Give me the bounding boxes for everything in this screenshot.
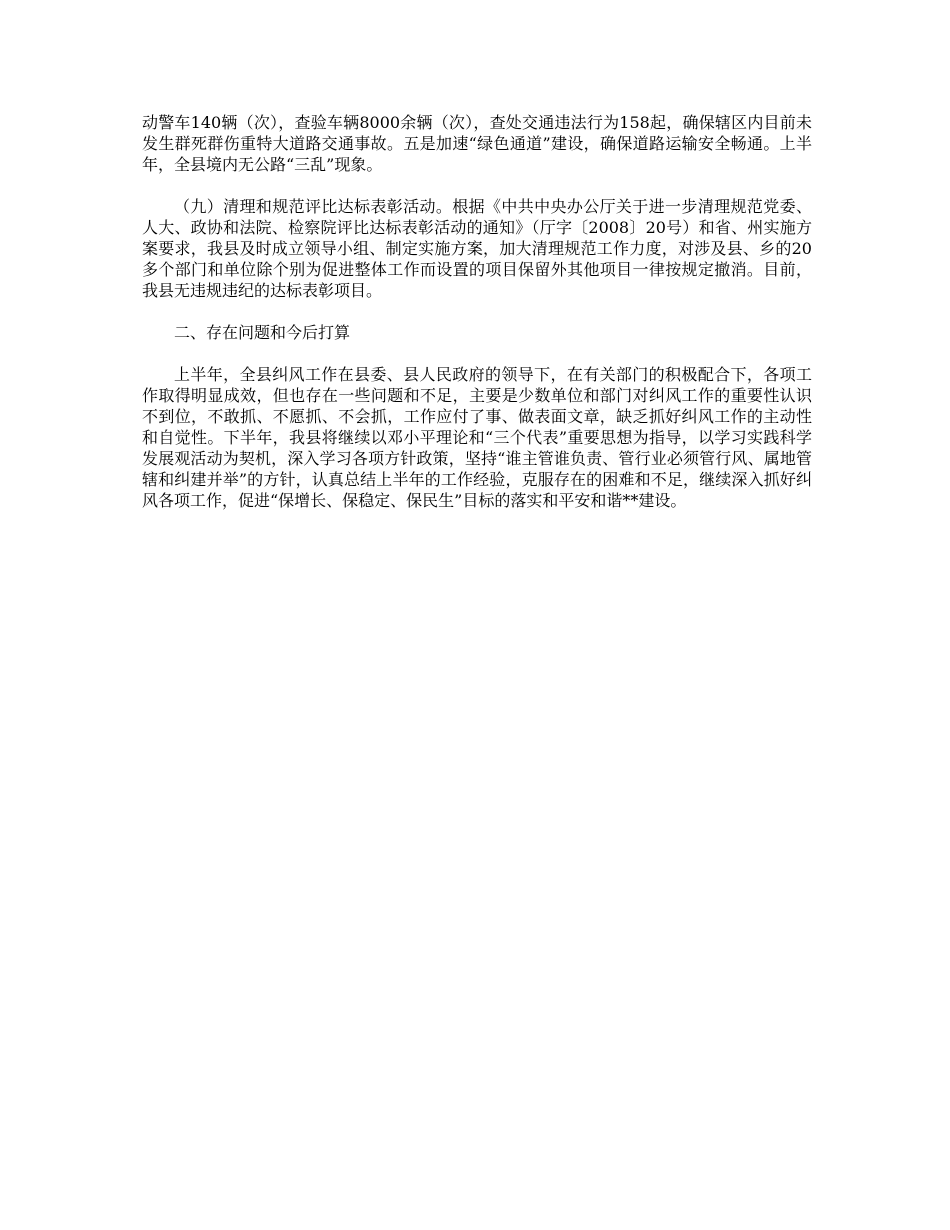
paragraph-traffic-enforcement: 动警车140辆（次），查验车辆8000余辆（次），查处交通违法行为158起，确保辖区内目前未发生群死群伤重特大道路交通事故。五是加速“绿色通道”建设，确保道路运输安全畅通。上半年，全县境内无公路“三乱”现象。	[142, 113, 812, 174]
paragraph-problems-plans: 上半年，全县纠风工作在县委、县人民政府的领导下，在有关部门的积极配合下，各项工作取得明显成效，但也存在一些问题和不足，主要是少数单位和部门对纠风工作的重要性认识不到位，不敢抓、不愿抓、不会抓，工作应付了事、做表面文章，缺乏抓好纠风工作的主动性和自觉性。下半年，我县将继续以邓小平理论和“三个代表”重要思想为指导，以学习实践科学发展观活动为契机，深入学习各项方针政策，坚持“谁主管谁负责、管行业必须管行风、属地管辖和纠建并举”的方针，认真总结上半年的工作经验，克服存在的困难和不足，继续深入抓好纠风各项工作，促进“保增长、保稳定、保民生”目标的落实和平安和谐**建设。	[142, 365, 812, 510]
paragraph-gap	[142, 343, 812, 364]
section-heading-problems-plans: 二、存在问题和今后打算	[174, 323, 351, 342]
paragraph-gap	[142, 301, 812, 322]
document-page	[142, 112, 812, 511]
paragraph-gap	[142, 175, 812, 196]
paragraph-award-cleanup: （九）清理和规范评比达标表彰活动。根据《中共中央办公厅关于进一步清理规范党委、人大、政协和法院、检察院评比达标表彰活动的通知》（厅字〔2008〕20号）和省、州实施方案要求，我县及时成立领导小组、制定实施方案，加大清理规范工作力度，对涉及县、乡的20多个部门和单位除个别为促进整体工作而设置的项目保留外其他项目一律按规定撤消。目前，我县无违规违纪的达标表彰项目。	[142, 197, 812, 300]
